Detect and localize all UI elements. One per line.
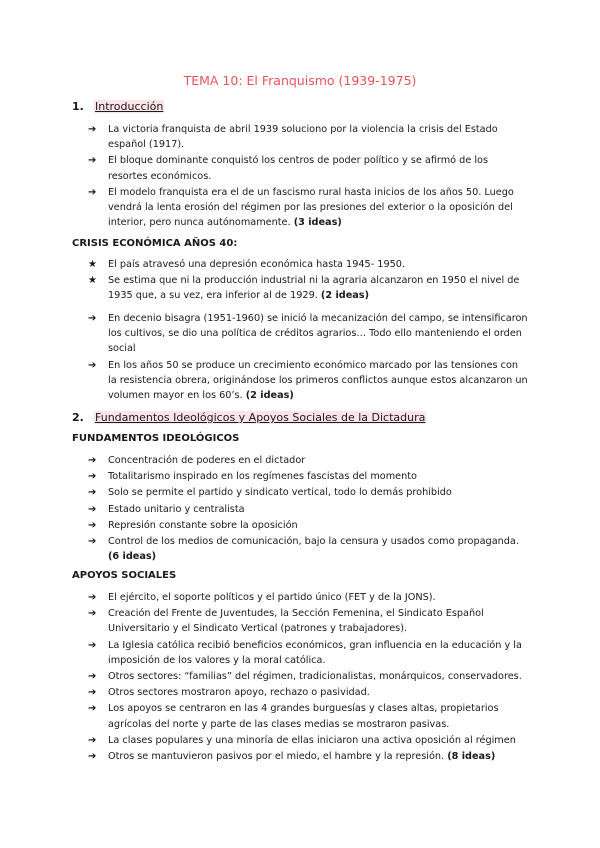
crisis-arrow-list [88,311,528,404]
fundamentos-list [88,453,528,565]
list-item [88,453,528,468]
star-icon: ★ [88,275,97,287]
arrow-right-icon: ➔ [88,503,97,515]
arrow-right-icon: ➔ [88,124,97,135]
list-item [88,273,528,303]
section-2-heading [72,411,426,424]
item-text: Concentración de poderes en el dictador [108,455,306,466]
arrow-right-icon: ➔ [88,751,97,763]
list-item [88,685,528,700]
arrow-right-icon: ➔ [88,155,97,167]
idea-count: (8 ideas) [447,751,496,763]
item-text: En decenio bisagra (1951-1960) se inició la mecanización del campo, se intensificaron los cultivos, se dio una política de créditos agrarios… Todo ello manteniendo el orden social [108,313,528,355]
item-text: Represión constante sobre la oposición [108,519,298,531]
list-item [88,606,528,636]
item-text: Los apoyos se centraron en las 4 grandes burguesías y clases altas, propietarios agrícolas del norte y parte de las clases medias se mostraron pasivas. [108,703,499,730]
list-item [88,638,528,668]
arrow-right-icon: ➔ [88,536,97,548]
arrow-right-icon: ➔ [88,608,97,620]
list-item [88,122,528,152]
item-text: Se estima que ni la producción industrial ni la agraria alcanzaron en 1950 el nivel de 1935 que, a su vez, era inferior al de 1929. [108,275,520,302]
section-number: 2. [72,411,84,424]
list-item [88,358,528,404]
idea-count: (6 ideas) [108,551,157,563]
item-text: La victoria franquista de abril 1939 soluciono por la violencia la crisis del Estado español (1917). [108,124,498,151]
idea-count: (3 ideas) [293,217,342,229]
idea-count: (2 ideas) [320,290,370,302]
list-item [88,518,528,533]
list-item [88,534,528,564]
apoyos-heading: APOYOS SOCIALES [72,570,177,581]
crisis-star-list [88,257,528,305]
item-text: La clases populares y una minoría de ellas iniciaron una activa oposición al régimen [108,734,516,746]
section-title: Fundamentos Ideológicos y Apoyos Sociales de la Dictadura [95,411,426,424]
item-text: El bloque dominante conquistó los centros de poder político y se afirmó de los resortes económicos. [108,155,489,182]
list-item [88,749,528,764]
item-text: El ejército, el soporte políticos y el partido único (FET y de la JONS). [108,592,436,603]
item-text: Otros sectores: “familias” del régimen, tradicionalistas, monárquicos, conservadores. [108,671,522,683]
arrow-right-icon: ➔ [88,471,97,483]
section-title: Introducción [95,100,164,113]
list-item [88,311,528,357]
section-1-heading [72,100,164,113]
arrow-right-icon: ➔ [88,186,97,198]
item-text: La Iglesia católica recibió beneficios económicos, gran influencia en la educación y la imposición de los valores y la moral católica. [108,639,522,666]
item-text: Creación del Frente de Juventudes, la Sección Femenina, el Sindicato Español Universitario y el Sindicato Vertical (patrones y trabajadores). [108,608,484,635]
item-text: Totalitarismo inspirado en los regímenes fascistas del momento [108,471,417,483]
list-item [88,185,528,231]
list-item [88,469,528,484]
arrow-right-icon: ➔ [88,519,97,531]
arrow-right-icon: ➔ [88,671,97,683]
list-item [88,701,528,731]
arrow-right-icon: ➔ [88,455,97,466]
arrow-right-icon: ➔ [88,687,97,699]
intro-list [88,122,528,231]
fundamentos-heading: FUNDAMENTOS IDEOLÓGICOS [72,433,240,444]
item-text: Otros sectores mostraron apoyo, rechazo o pasividad. [108,687,370,699]
list-item [88,153,528,183]
list-item [88,733,528,748]
item-text: El país atravesó una depresión económica hasta 1945- 1950. [108,259,406,270]
star-icon: ★ [88,259,97,270]
idea-count: (2 ideas) [245,390,294,402]
list-item [88,590,528,605]
arrow-right-icon: ➔ [88,313,97,324]
item-text: Otros se mantuvieron pasivos por el miedo, el hambre y la represión. [108,751,448,763]
list-item [88,669,528,684]
list-item [88,257,528,272]
arrow-right-icon: ➔ [88,487,97,499]
arrow-right-icon: ➔ [88,639,97,651]
apoyos-list [88,590,528,765]
list-item [88,485,528,500]
item-text: Estado unitario y centralista [108,503,245,515]
document-title: TEMA 10: El Franquismo (1939-1975) [183,73,417,88]
item-text: El modelo franquista era el de un fascismo rural hasta inicios de los años 50. Luego vendrá la lenta erosión del régimen por las presiones del exterior o la oposición del interior, pero nunca autónomamente. [108,186,514,229]
list-item [88,502,528,517]
arrow-right-icon: ➔ [88,734,97,746]
item-text: En los años 50 se produce un crecimiento económico marcado por las tensiones con la resistencia obrera, originándose los primeros conflictos aunque estos alcanzaron un volumen mayor en los 60’s. [108,359,528,402]
section-number: 1. [72,100,84,113]
item-text: Control de los medios de comunicación, bajo la censura y usados como propaganda. [108,536,519,548]
arrow-right-icon: ➔ [88,359,97,371]
item-text: Solo se permite el partido y sindicato vertical, todo lo demás prohibido [108,487,452,499]
arrow-right-icon: ➔ [88,703,97,715]
arrow-right-icon: ➔ [88,592,97,603]
crisis-heading: CRISIS ECONÓMICA AÑOS 40: [72,238,238,249]
